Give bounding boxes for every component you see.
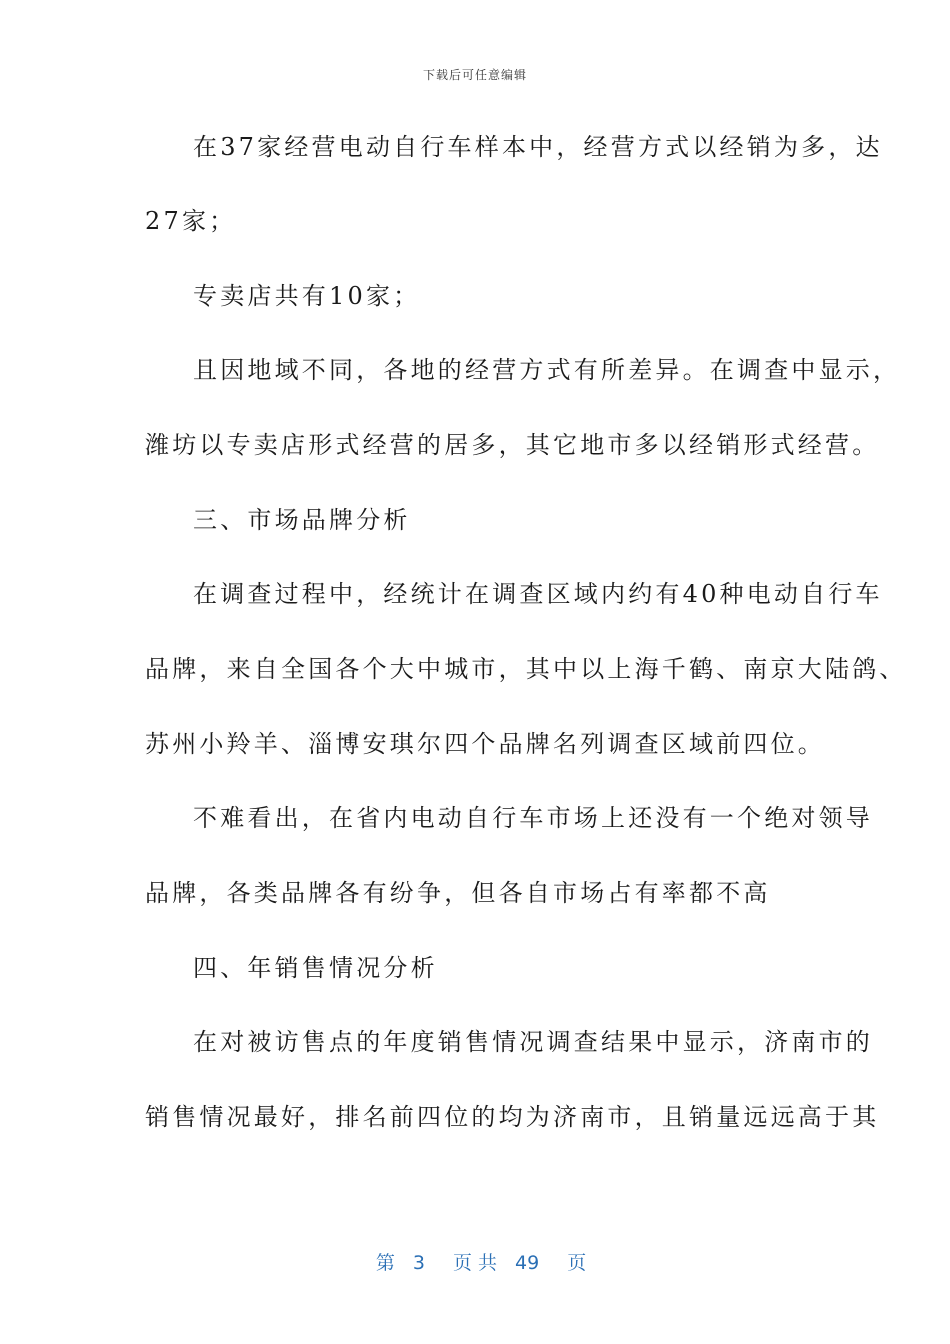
paragraph-line: 且因地域不同，各地的经营方式有所差异。在调查中显示， [193,356,901,384]
paragraph-line: 在37家经营电动自行车样本中，经营方式以经销为多，达 [193,133,883,161]
paragraph-line: 27家； [145,207,237,235]
page-suffix: 页 [567,1252,587,1274]
paragraph-line: 潍坊以专卖店形式经营的居多，其它地市多以经销形式经营。 [145,431,880,459]
paragraph-line: 在调查过程中，经统计在调查区域内约有40种电动自行车 [193,580,883,608]
page-mid-text: 页 共 [452,1252,498,1274]
paragraph-line: 品牌，各类品牌各有纷争，但各自市场占有率都不高 [145,879,771,907]
page-total-number: 49 [515,1252,540,1274]
paragraph-line: 销售情况最好，排名前四位的均为济南市，且销量远远高于其 [145,1103,880,1131]
paragraph-line: 品牌，来自全国各个大中城市，其中以上海千鹤、南京大陆鸽、 [145,655,907,683]
paragraph-line: 在对被访售点的年度销售情况调查结果中显示，济南市的 [193,1028,873,1056]
paragraph-line: 苏州小羚羊、淄博安琪尔四个品牌名列调查区域前四位。 [145,730,825,758]
paragraph-line: 不难看出，在省内电动自行车市场上还没有一个绝对领导 [193,804,873,832]
page-current-number: 3 [412,1252,425,1274]
section-heading: 四、年销售情况分析 [193,954,438,982]
download-note: 下载后可任意编辑 [422,68,527,82]
page-footer [0,1226,950,1275]
page-prefix: 第 [375,1252,395,1274]
paragraph-line: 专卖店共有10家； [193,282,421,310]
section-heading: 三、市场品牌分析 [193,506,411,534]
